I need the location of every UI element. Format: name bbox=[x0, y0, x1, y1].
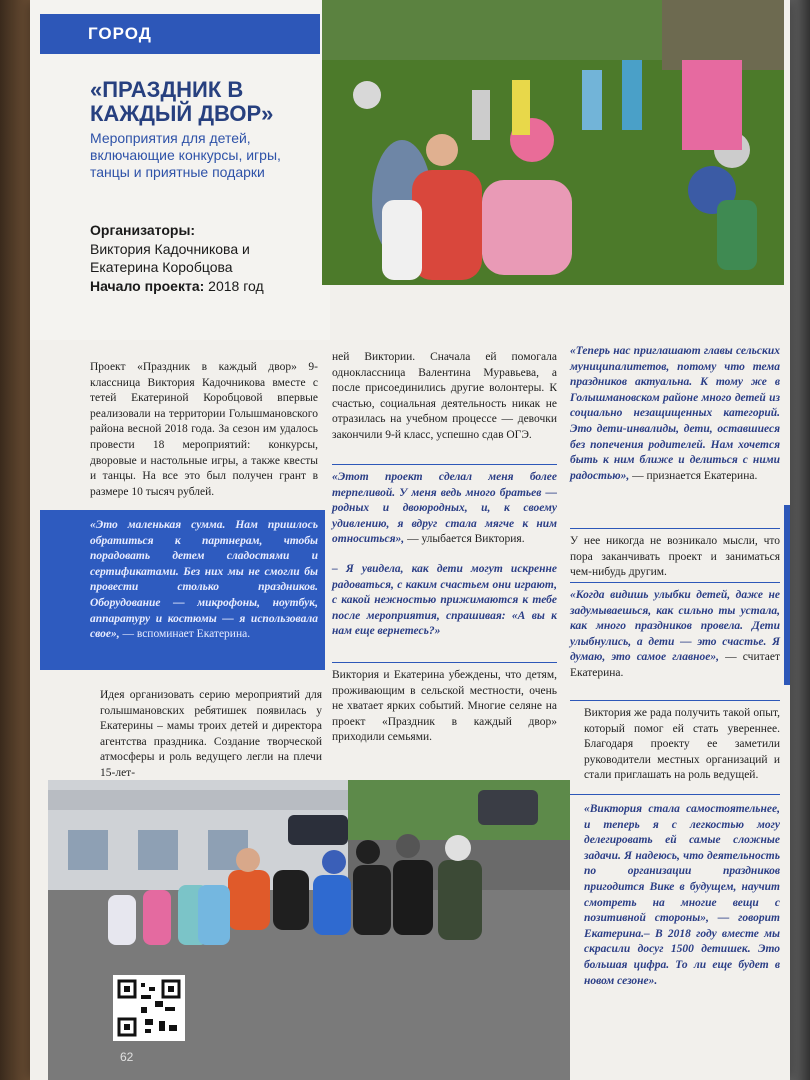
divider-line bbox=[332, 662, 557, 663]
project-start bbox=[90, 278, 264, 294]
top-photo-children-dancing bbox=[322, 0, 784, 285]
col3-quote-1-attrib: — признается Екатерина. bbox=[632, 469, 758, 482]
rubric-label: ГОРОД bbox=[88, 24, 152, 43]
col1-quote-attrib: — вспоминает Екатерина. bbox=[122, 628, 251, 641]
article-subtitle: Мероприятия для детей, включающие конкурсы, игры, танцы и приятные подарки bbox=[90, 130, 281, 180]
divider-line bbox=[570, 700, 780, 701]
col1-quote bbox=[90, 518, 318, 643]
col3-quote-2-text: «Когда видишь улыбки детей, даже не задумываешься, как сильно ты устала, как много праздников провела. Дети улыбнулись, а дети — это счастье. Я думаю, это самое главное», bbox=[570, 589, 780, 664]
col2-quote-1 bbox=[332, 470, 557, 548]
col3-quote-3: «Виктория стала самостоятельнее, и теперь я с легкостью могу делегировать ей самые сложные задачи. Я надеюсь, что деятельность по организации праздников пригодится Вике в будущем, научит смотреть на многие вещи с позитивной стороны», — говорит Екатерина.– В 2018 году вместе мы скрасили досуг 1500 детишек. Это большая цифра. То ли еще будет в новом сезоне». bbox=[584, 803, 780, 987]
organizers-names: Виктория Кадочникова и Екатерина Коробцова bbox=[90, 241, 250, 275]
rubric-banner bbox=[40, 14, 320, 54]
col3-quote-2-attrib: — считает Екатерина. bbox=[570, 651, 780, 679]
qr-code-graphic bbox=[115, 977, 183, 1039]
col1-paragraph-2: Идея организовать серию мероприятий для голышмановских ребятишек появилась у Екатерины – мамы троих детей и директора агентства праздника. Создание творческой атмосферы и роль ведущего легли на плечи 15-лет- bbox=[100, 689, 322, 779]
col2-quote-2: – Я увидела, как дети могут искренне радоваться, с каким счастьем они играют, с какой нежностью прижимаются к тебе после мероприятия, спрашивая: «А вы к нам еще вернетесь?» bbox=[332, 563, 557, 638]
organizers-label: Организаторы: bbox=[90, 222, 196, 238]
col2-paragraph-1: ней Виктории. Сначала ей помогала одноклассница Валентина Муравьева, а после присоединились другие волонтеры. К счастью, социальная деятельность никак не отразилась на учебном процессе — девочки закончили 9-й класс, успешно сдав ОГЭ. bbox=[332, 351, 557, 441]
top-photo-drawing bbox=[322, 0, 784, 285]
col3-quote-2 bbox=[570, 588, 780, 682]
page-number: 62 bbox=[120, 1050, 134, 1064]
start-value: 2018 год bbox=[208, 278, 264, 294]
col2-paragraph-2: Виктория и Екатерина убеждены, что детям, проживающим в сельской местности, очень не хватает ярких событий. Многие селяне на проект «Праздник в каждый двор» приходили семьями. bbox=[332, 669, 557, 744]
col3-quote-1-text: «Теперь нас приглашают главы сельских муниципалитетов, потому что тема праздников актуальна. К тому же в Голышмановском районе много детей из социально незащищенных категорий. Это дети-инвалиды, дети, оставшиеся без попечения родителей. Нам хочется быть к ним ближе и делиться с ними радостью», bbox=[570, 345, 780, 482]
divider-line bbox=[570, 582, 780, 583]
divider-line bbox=[332, 464, 557, 465]
col3-quote-1 bbox=[570, 344, 780, 484]
col3-paragraph-2: Виктория же рада получить такой опыт, который помог ей стать увереннее. Благодаря проекту ее заметили руководители местных организаций и стали приглашать на роль ведущей. bbox=[584, 707, 780, 782]
col2-quote-1-text: «Этот проект сделал меня более терпеливой. У меня ведь много братьев — родных и двоюродных, и, к своему удивлению, я вдруг стала мягче к ним относиться», bbox=[332, 471, 557, 546]
col1-paragraph-1: Проект «Праздник в каждый двор» 9-классница Виктория Кадочникова вместе с тетей Екатериной Коробцовой впервые реализовали на территории Голышмановского района весной 2018 года. За сезон им удалось провести 18 мероприятий: конкурсы, дворовые и настольные игры, а также квесты и танцы. На все это был получен грант в размере 10 тысяч рублей. bbox=[90, 361, 318, 498]
article-title bbox=[90, 78, 320, 126]
divider-line bbox=[570, 528, 780, 529]
divider-line bbox=[570, 794, 780, 795]
start-label: Начало проекта: bbox=[90, 278, 205, 294]
accent-edge bbox=[784, 505, 790, 685]
col2-quote-1-attrib: — улыбается Виктория. bbox=[407, 533, 525, 546]
qr-code[interactable] bbox=[113, 975, 185, 1041]
col3-paragraph-1: У нее никогда не возникало мысли, что пора заканчивать проект и заниматься чем-нибудь другим. bbox=[570, 535, 780, 579]
title-line-2: КАЖДЫЙ ДВОР» bbox=[90, 101, 274, 126]
quote-box-blue bbox=[40, 510, 325, 670]
title-line-1: «ПРАЗДНИК В bbox=[90, 77, 244, 102]
col1-quote-text: «Это маленькая сумма. Нам пришлось обратиться к партнерам, чтобы порадовать детем сладостями и сертификатами. Без них мы не смогли бы провести столько праздников. Оборудование — микрофоны, ноутбук, аппаратуру и костюмы — я использовала свое», bbox=[90, 519, 318, 641]
